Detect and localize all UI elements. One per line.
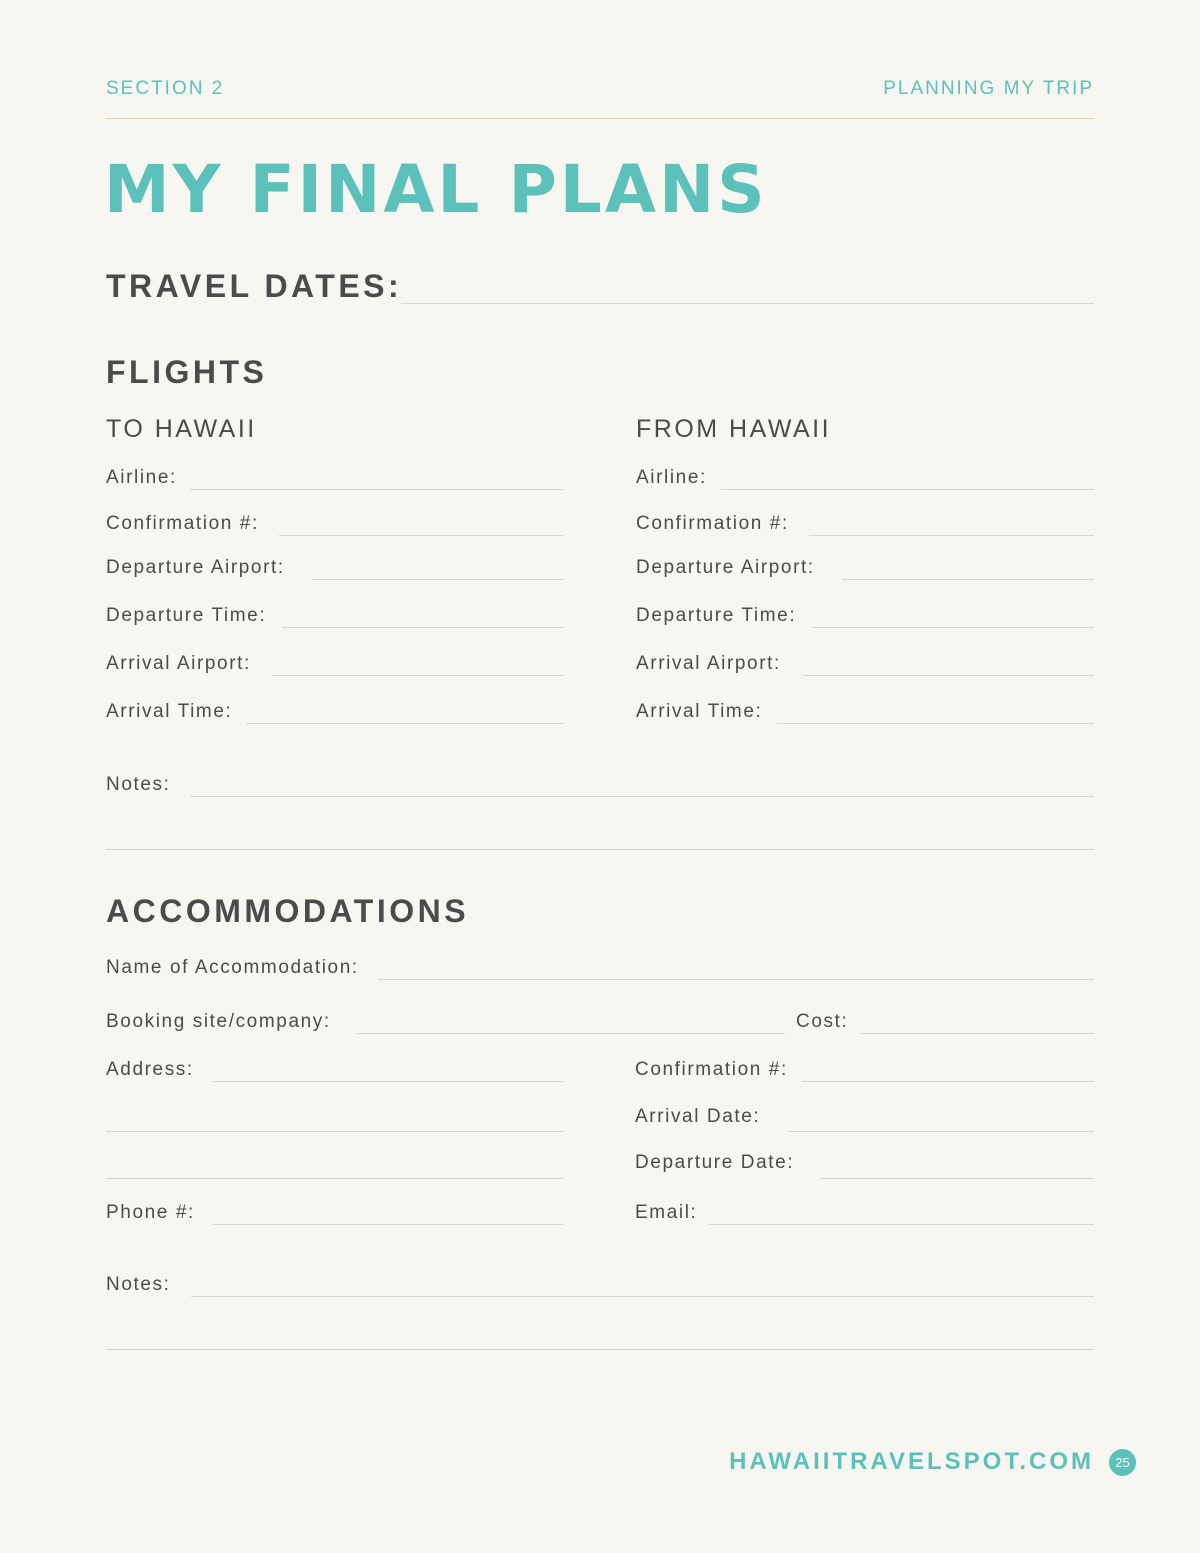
from-airline-label: Airline:: [636, 467, 707, 488]
acc-notes-field-2[interactable]: [106, 1349, 1094, 1350]
to-confirmation-label: Confirmation #:: [106, 513, 259, 534]
flight-notes-label: Notes:: [106, 774, 171, 795]
to-hawaii-heading: TO HAWAII: [106, 415, 257, 443]
to-departure-airport-label: Departure Airport:: [106, 557, 285, 578]
flights-heading: FLIGHTS: [106, 354, 268, 390]
cost-label: Cost:: [796, 1011, 849, 1032]
email-label: Email:: [635, 1202, 698, 1223]
to-departure-time-field[interactable]: [282, 627, 563, 628]
section-label: SECTION 2: [106, 78, 225, 99]
to-airline-field[interactable]: [190, 489, 563, 490]
booking-field[interactable]: [357, 1033, 785, 1034]
from-arrival-airport-label: Arrival Airport:: [636, 653, 781, 674]
from-departure-airport-field[interactable]: [842, 579, 1094, 580]
arrival-date-label: Arrival Date:: [635, 1106, 761, 1127]
page-title: MY FINAL PLANS: [104, 151, 768, 228]
to-arrival-airport-field[interactable]: [272, 675, 563, 676]
address-field[interactable]: [213, 1081, 563, 1082]
from-confirmation-label: Confirmation #:: [636, 513, 789, 534]
to-airline-label: Airline:: [106, 467, 177, 488]
to-departure-airport-field[interactable]: [312, 579, 563, 580]
from-arrival-time-label: Arrival Time:: [636, 701, 763, 722]
acc-notes-field[interactable]: [191, 1296, 1094, 1297]
from-arrival-airport-field[interactable]: [803, 675, 1094, 676]
flight-notes-field[interactable]: [190, 796, 1094, 797]
departure-date-label: Departure Date:: [635, 1152, 795, 1173]
accommodation-name-field[interactable]: [378, 979, 1094, 980]
flight-notes-field-2[interactable]: [106, 849, 1094, 850]
to-arrival-time-field[interactable]: [246, 723, 563, 724]
travel-dates-field[interactable]: [401, 303, 1094, 304]
phone-label: Phone #:: [106, 1202, 195, 1223]
from-confirmation-field[interactable]: [809, 535, 1094, 536]
page-number-badge: 25: [1109, 1449, 1136, 1476]
to-confirmation-field[interactable]: [279, 535, 563, 536]
cost-field[interactable]: [860, 1033, 1094, 1034]
departure-date-field[interactable]: [820, 1178, 1094, 1179]
address-label: Address:: [106, 1059, 194, 1080]
to-departure-time-label: Departure Time:: [106, 605, 267, 626]
to-arrival-airport-label: Arrival Airport:: [106, 653, 251, 674]
acc-notes-label: Notes:: [106, 1274, 171, 1295]
header-divider: [106, 118, 1094, 119]
accommodations-heading: ACCOMMODATIONS: [106, 893, 470, 929]
accommodation-name-label: Name of Accommodation:: [106, 957, 359, 978]
from-arrival-time-field[interactable]: [777, 723, 1094, 724]
from-departure-time-field[interactable]: [812, 627, 1094, 628]
booking-label: Booking site/company:: [106, 1011, 331, 1032]
acc-confirmation-field[interactable]: [802, 1081, 1094, 1082]
from-departure-airport-label: Departure Airport:: [636, 557, 815, 578]
arrival-date-field[interactable]: [789, 1131, 1094, 1132]
address-field-3[interactable]: [106, 1178, 563, 1179]
travel-dates-label: TRAVEL DATES:: [106, 268, 403, 304]
from-airline-field[interactable]: [721, 489, 1094, 490]
email-field[interactable]: [709, 1224, 1094, 1225]
from-hawaii-heading: FROM HAWAII: [636, 415, 832, 443]
phone-field[interactable]: [213, 1224, 563, 1225]
acc-confirmation-label: Confirmation #:: [635, 1059, 788, 1080]
from-departure-time-label: Departure Time:: [636, 605, 797, 626]
chapter-label: PLANNING MY TRIP: [883, 78, 1094, 99]
address-field-2[interactable]: [106, 1131, 563, 1132]
footer-url[interactable]: HAWAIITRAVELSPOT.COM: [729, 1448, 1094, 1475]
to-arrival-time-label: Arrival Time:: [106, 701, 233, 722]
